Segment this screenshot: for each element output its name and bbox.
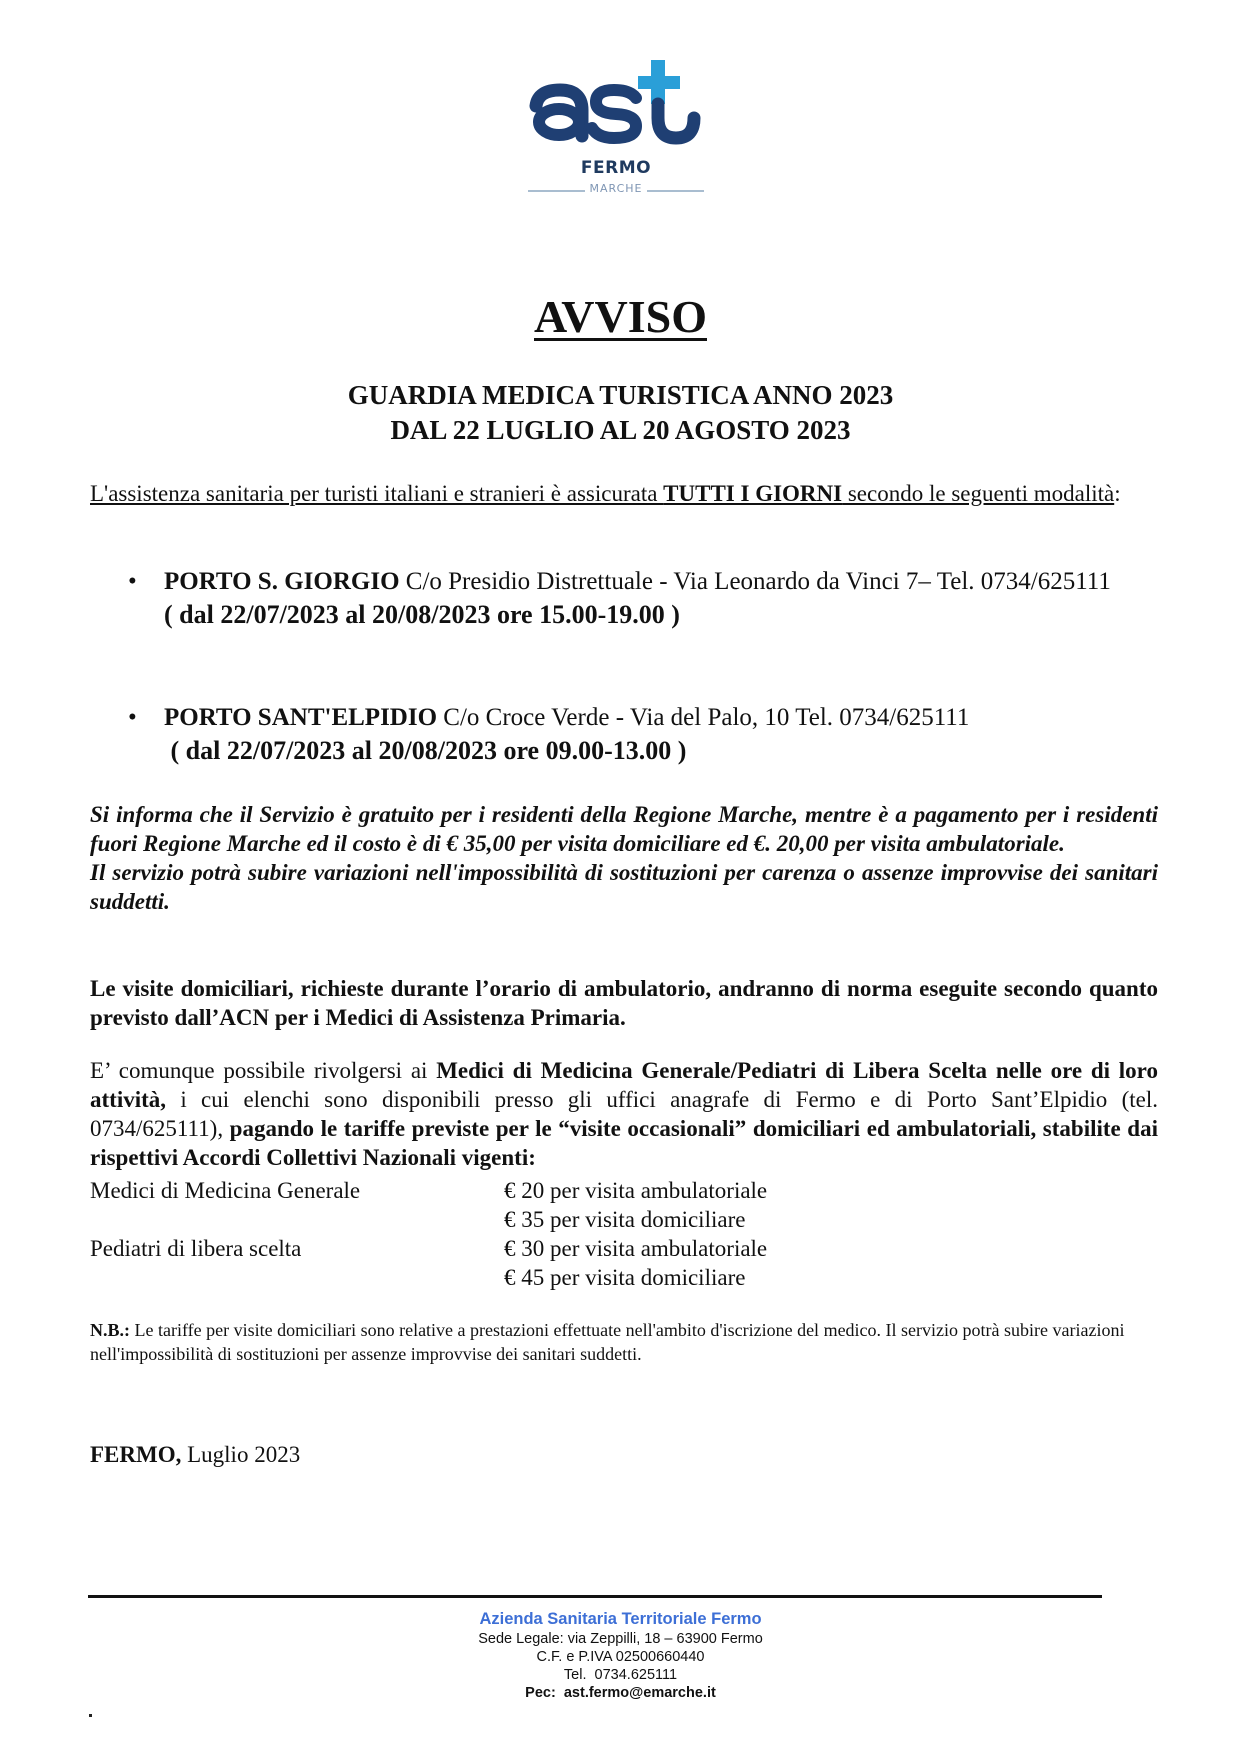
contacts-paragraph bbox=[90, 1056, 1158, 1172]
location-name: PORTO S. GIORGIO bbox=[164, 568, 400, 595]
tariff-row bbox=[90, 1234, 767, 1263]
location-hours: ( dal 22/07/2023 al 20/08/2023 ore 15.00-19.00 ) bbox=[164, 600, 680, 629]
intro-paragraph bbox=[90, 480, 1158, 508]
page-mark bbox=[89, 1714, 92, 1717]
location-name: PORTO SANT'ELPIDIO bbox=[164, 704, 438, 731]
nota-bene-label: N.B.: bbox=[90, 1320, 130, 1340]
tariff-category bbox=[90, 1205, 504, 1234]
location-item bbox=[128, 702, 1168, 769]
home-visits-paragraph: Le visite domiciliari, richieste durante l’orario di ambulatorio, andranno di norma eseguite secondo quanto previsto dall’ACN per i Medici di Assistenza Primaria. bbox=[90, 976, 1158, 1030]
signature-line bbox=[90, 1442, 300, 1468]
contacts-text-3: i cui elenchi sono disponibili presso gli uffici anagrafe di Fermo e di Porto Sant’Elpidio (tel. 0734/625111), bbox=[90, 1087, 1158, 1141]
footer-org-name: Azienda Sanitaria Territoriale Fermo bbox=[479, 1610, 762, 1628]
contacts-text-4: pagando le tariffe previste per le “visite occasionali” domiciliari ed ambulatoriali, stabilite dai rispettivi Accordi Collettivi Nazionali vigenti: bbox=[90, 1116, 1158, 1170]
ast-fermo-logo bbox=[526, 58, 706, 204]
contacts-text-2: Medici di Medicina Generale/Pediatri di Libera Scelta nelle ore di loro attività, bbox=[90, 1058, 1158, 1112]
nota-bene-text: Le tariffe per visite domiciliari sono relative a prestazioni effettuate nell'ambito d'iscrizione del medico. Il servizio potrà subire variazioni nell'impossibilità di sostituzioni per assenze improvvise dei sanitari suddetti. bbox=[90, 1320, 1125, 1364]
tariff-price: € 30 per visita ambulatoriale bbox=[504, 1236, 768, 1261]
subtitle-line-1: GUARDIA MEDICA TURISTICA ANNO 2023 bbox=[347, 380, 894, 410]
intro-text-before: L'assistenza sanitaria per turisti italiani e stranieri è assicurata bbox=[90, 481, 664, 506]
logo-region-text: MARCHE bbox=[585, 182, 646, 195]
tariff-price: € 35 per visita domiciliare bbox=[504, 1207, 746, 1232]
ast-logo-mark-icon bbox=[526, 58, 706, 158]
tariff-row bbox=[90, 1176, 767, 1205]
fee-info-paragraph bbox=[90, 800, 1158, 916]
footer-address: Sede Legale: via Zeppilli, 18 – 63900 Fermo bbox=[478, 1631, 763, 1647]
notice-title-text: AVVISO bbox=[534, 291, 707, 342]
tariff-category: Medici di Medicina Generale bbox=[90, 1178, 361, 1203]
signature-place: FERMO, bbox=[90, 1442, 182, 1467]
location-item bbox=[128, 566, 1168, 633]
notice-title bbox=[0, 290, 1241, 343]
footer-phone: Tel. 0734.625111 bbox=[563, 1667, 678, 1683]
bullet-icon: • bbox=[128, 704, 137, 731]
notice-subtitle bbox=[0, 378, 1241, 448]
location-hours: ( dal 22/07/2023 al 20/08/2023 ore 09.00-13.00 ) bbox=[164, 736, 687, 765]
logo-region bbox=[526, 182, 706, 195]
footer-tax-id: C.F. e P.IVA 02500660440 bbox=[536, 1649, 705, 1665]
intro-text-after: secondo le seguenti modalità bbox=[842, 481, 1115, 506]
location-address: C/o Presidio Distrettuale - Via Leonardo da Vinci 7– Tel. 0734/625111 bbox=[399, 568, 1111, 595]
tariff-category bbox=[90, 1263, 504, 1292]
tariff-category: Pediatri di libera scelta bbox=[90, 1236, 302, 1261]
footer-pec-email: Pec: ast.fermo@emarche.it bbox=[525, 1685, 716, 1701]
tariff-row bbox=[90, 1263, 767, 1292]
bullet-icon: • bbox=[128, 568, 137, 595]
logo-city: FERMO bbox=[580, 158, 652, 178]
tariff-table bbox=[90, 1176, 767, 1292]
footer-divider bbox=[88, 1595, 1102, 1598]
signature-date: Luglio 2023 bbox=[181, 1442, 301, 1467]
footer bbox=[0, 1609, 1241, 1702]
location-address: C/o Croce Verde - Via del Palo, 10 Tel. 0734/625111 bbox=[437, 704, 970, 731]
intro-colon: : bbox=[1114, 481, 1121, 506]
tariff-price: € 20 per visita ambulatoriale bbox=[504, 1178, 768, 1203]
nota-bene bbox=[90, 1318, 1158, 1366]
subtitle-line-2: DAL 22 LUGLIO AL 20 AGOSTO 2023 bbox=[390, 415, 851, 445]
service-variation-text: Il servizio potrà subire variazioni nell'impossibilità di sostituzioni per carenza o assenze improvvise dei sanitari suddetti. bbox=[90, 860, 1158, 914]
contacts-text-1: E’ comunque possibile rivolgersi ai bbox=[90, 1058, 437, 1083]
tariff-price: € 45 per visita domiciliare bbox=[504, 1265, 746, 1290]
tariff-row bbox=[90, 1205, 767, 1234]
intro-emphasis: TUTTI I GIORNI bbox=[663, 481, 843, 506]
fee-info-text: Si informa che il Servizio è gratuito per i residenti della Regione Marche, mentre è a pagamento per i residenti fuori Regione Marche ed il costo è di € 35,00 per visita domiciliare ed €. 20,00 per visita ambulatoriale. bbox=[90, 802, 1158, 856]
